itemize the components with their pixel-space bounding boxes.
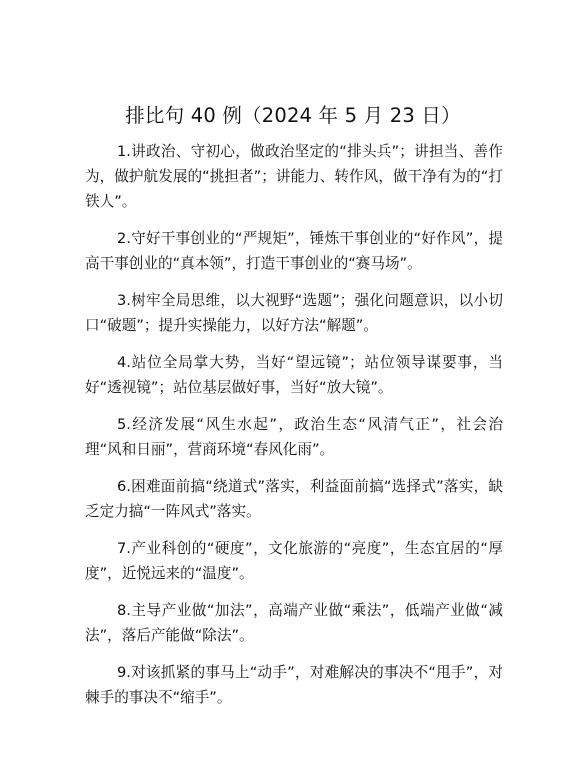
list-item: 5.经济发展“风生水起”，政治生态“风清气正”，社会治理“风和日丽”，营商环境“春风化雨”。 xyxy=(85,416,503,458)
list-item: 7.产业科创的“硬度”，文化旅游的“亮度”，生态宜居的“厚度”，近悦远来的“温度”。 xyxy=(85,540,503,582)
list-item: 8.主导产业做“加法”，高端产业做“乘法”，低端产业做“减法”，落后产能做“除法”。 xyxy=(85,602,503,644)
list-item: 1.讲政治、守初心，做政治坚定的“排头兵”；讲担当、善作为，做护航发展的“挑担者”；讲能力、转作风，做干净有为的“打铁人”。 xyxy=(85,143,503,210)
document-title: 排比句 40 例（2024 年 5 月 23 日） xyxy=(125,104,461,127)
list-item: 4.站位全局掌大势，当好“望远镜”；站位领导谋要事，当好“透视镜”；站位基层做好事，当好“放大镜”。 xyxy=(85,354,503,396)
list-item: 6.困难面前搞“绕道式”落实，利益面前搞“选择式”落实，缺乏定力搞“一阵风式”落实。 xyxy=(85,478,503,520)
item-list xyxy=(85,139,503,722)
list-item: 2.守好干事创业的“严规矩”，锤炼干事创业的“好作风”，提高干事创业的“真本领”，打造干事创业的“赛马场”。 xyxy=(85,230,503,272)
list-item: 9.对该抓紧的事马上“动手”，对难解决的事决不“甩手”，对棘手的事决不“缩手”。 xyxy=(85,664,503,706)
list-item: 3.树牢全局思维，以大视野“选题”；强化问题意识，以小切口“破题”；提升实操能力，以好方法“解题”。 xyxy=(85,292,503,334)
